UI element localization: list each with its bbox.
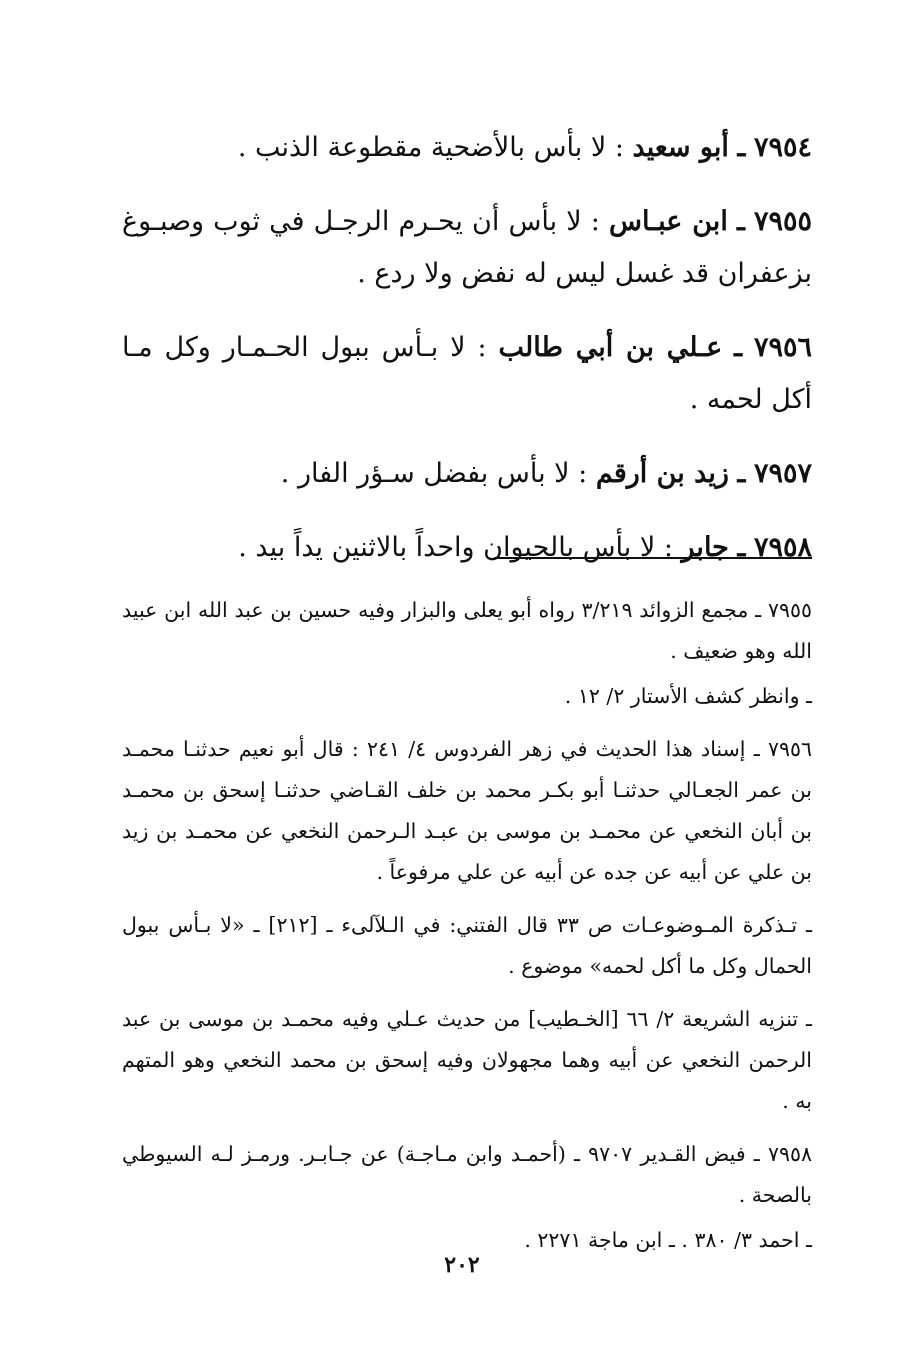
entry-narrator: أبو سعيد [632, 132, 729, 163]
entry-dash: ـ [737, 532, 746, 563]
entry-dash: ـ [736, 206, 745, 237]
entry-dash: ـ [734, 332, 743, 363]
footnote-7956-tadhkira: ـ تـذكرة المـوضوعـات ص ٣٣ قال الفتني: في الـلآلىء ـ [٢١٢] ـ «لا بـأس ببول الحمال وكل ما أكل لحمه» موضوع . [122, 913, 812, 978]
entry-7957 [122, 448, 812, 500]
entry-number: ٧٩٥٤ [753, 132, 812, 163]
footnote-7955: ٧٩٥٥ ـ مجمع الزوائد ٣/٢١٩ رواه أبو يعلى والبزار وفيه حسين بن عبد الله ابن عبيد الله وهو ضعيف . [122, 598, 812, 663]
footnotes [122, 590, 812, 1273]
entry-narrator: ابن عبـاس [608, 206, 728, 237]
entry-text: : لا بأس بالأضحية مقطوعة الذنب . [237, 132, 624, 163]
footnote-7958: ٧٩٥٨ ـ فيض القـدير ٩٧٠٧ ـ (أحمـد وابن مـاجـة) عن جـابـر. ورمـز لـه السيوطي بالصحة . [122, 1142, 812, 1207]
entry-narrator: جابر [681, 532, 729, 563]
entry-number: ٧٩٥٨ [753, 532, 812, 563]
entry-text: : لا بـأس ببول الحـمـار وكل مـا أكل لحمه . [122, 332, 812, 415]
entry-number: ٧٩٥٦ [753, 332, 812, 363]
footnote-divider [494, 557, 812, 559]
entry-narrator: عـلي بن أبي طالب [498, 332, 723, 363]
entry-text: : لا بأس بالحيوان واحداً بالاثنين يداً بيد . [238, 532, 673, 563]
main-text [122, 122, 812, 596]
footnote-7955-see-also: ـ وانظر كشف الأستار ٢/ ١٢ . [564, 684, 812, 708]
entry-text: : لا بأس أن يحـرم الرجـل في ثوب وصبـوغ بزعفران قد غسل ليس له نفض ولا ردع . [122, 206, 812, 289]
entry-7956 [122, 322, 812, 426]
footnote-7956: ٧٩٥٦ ـ إسناد هذا الحديث في زهر الفردوس ٤/ ٢٤١ : قال أبو نعيم حدثنـا محمـد بن عمر الجعـالي حدثنـا أبو بكـر محمد بن خلف القـاضي حدثنـا إسحق بن محمـد بن أبان النخعي عن محمـد بن موسى بن عبـد الـرحمن النخعي عن محمـد بن زيد بن علي عن أبيه عن جده عن أبيه عن علي مرفوعاً . [122, 737, 812, 884]
entry-narrator: زيد بن أرقم [595, 458, 729, 489]
entry-text: : لا بأس بفضل سـؤر الفار . [280, 458, 588, 489]
footnote-7958-refs: ـ احمد ٣/ ٣٨٠ . ـ ابن ماجة ٢٢٧١ . [524, 1228, 812, 1252]
entry-7955 [122, 196, 812, 300]
entry-number: ٧٩٥٥ [753, 206, 812, 237]
footnote-7956-tanzih: ـ تنزيه الشريعة ٢/ ٦٦ [الخـطيب] من حديث عـلي وفيه محمـد بن موسى بن عبد الرحمن النخعي عن أبيه وهما مجهولان وفيه إسحق بن محمد النخعي وهو المتهم به . [122, 1007, 812, 1113]
entry-number: ٧٩٥٧ [753, 458, 812, 489]
page-number: ٢٠٢ [444, 1252, 480, 1278]
entry-7954 [122, 122, 812, 174]
entry-dash: ـ [737, 132, 746, 163]
entry-7958 [122, 522, 812, 574]
entry-dash: ـ [737, 458, 746, 489]
